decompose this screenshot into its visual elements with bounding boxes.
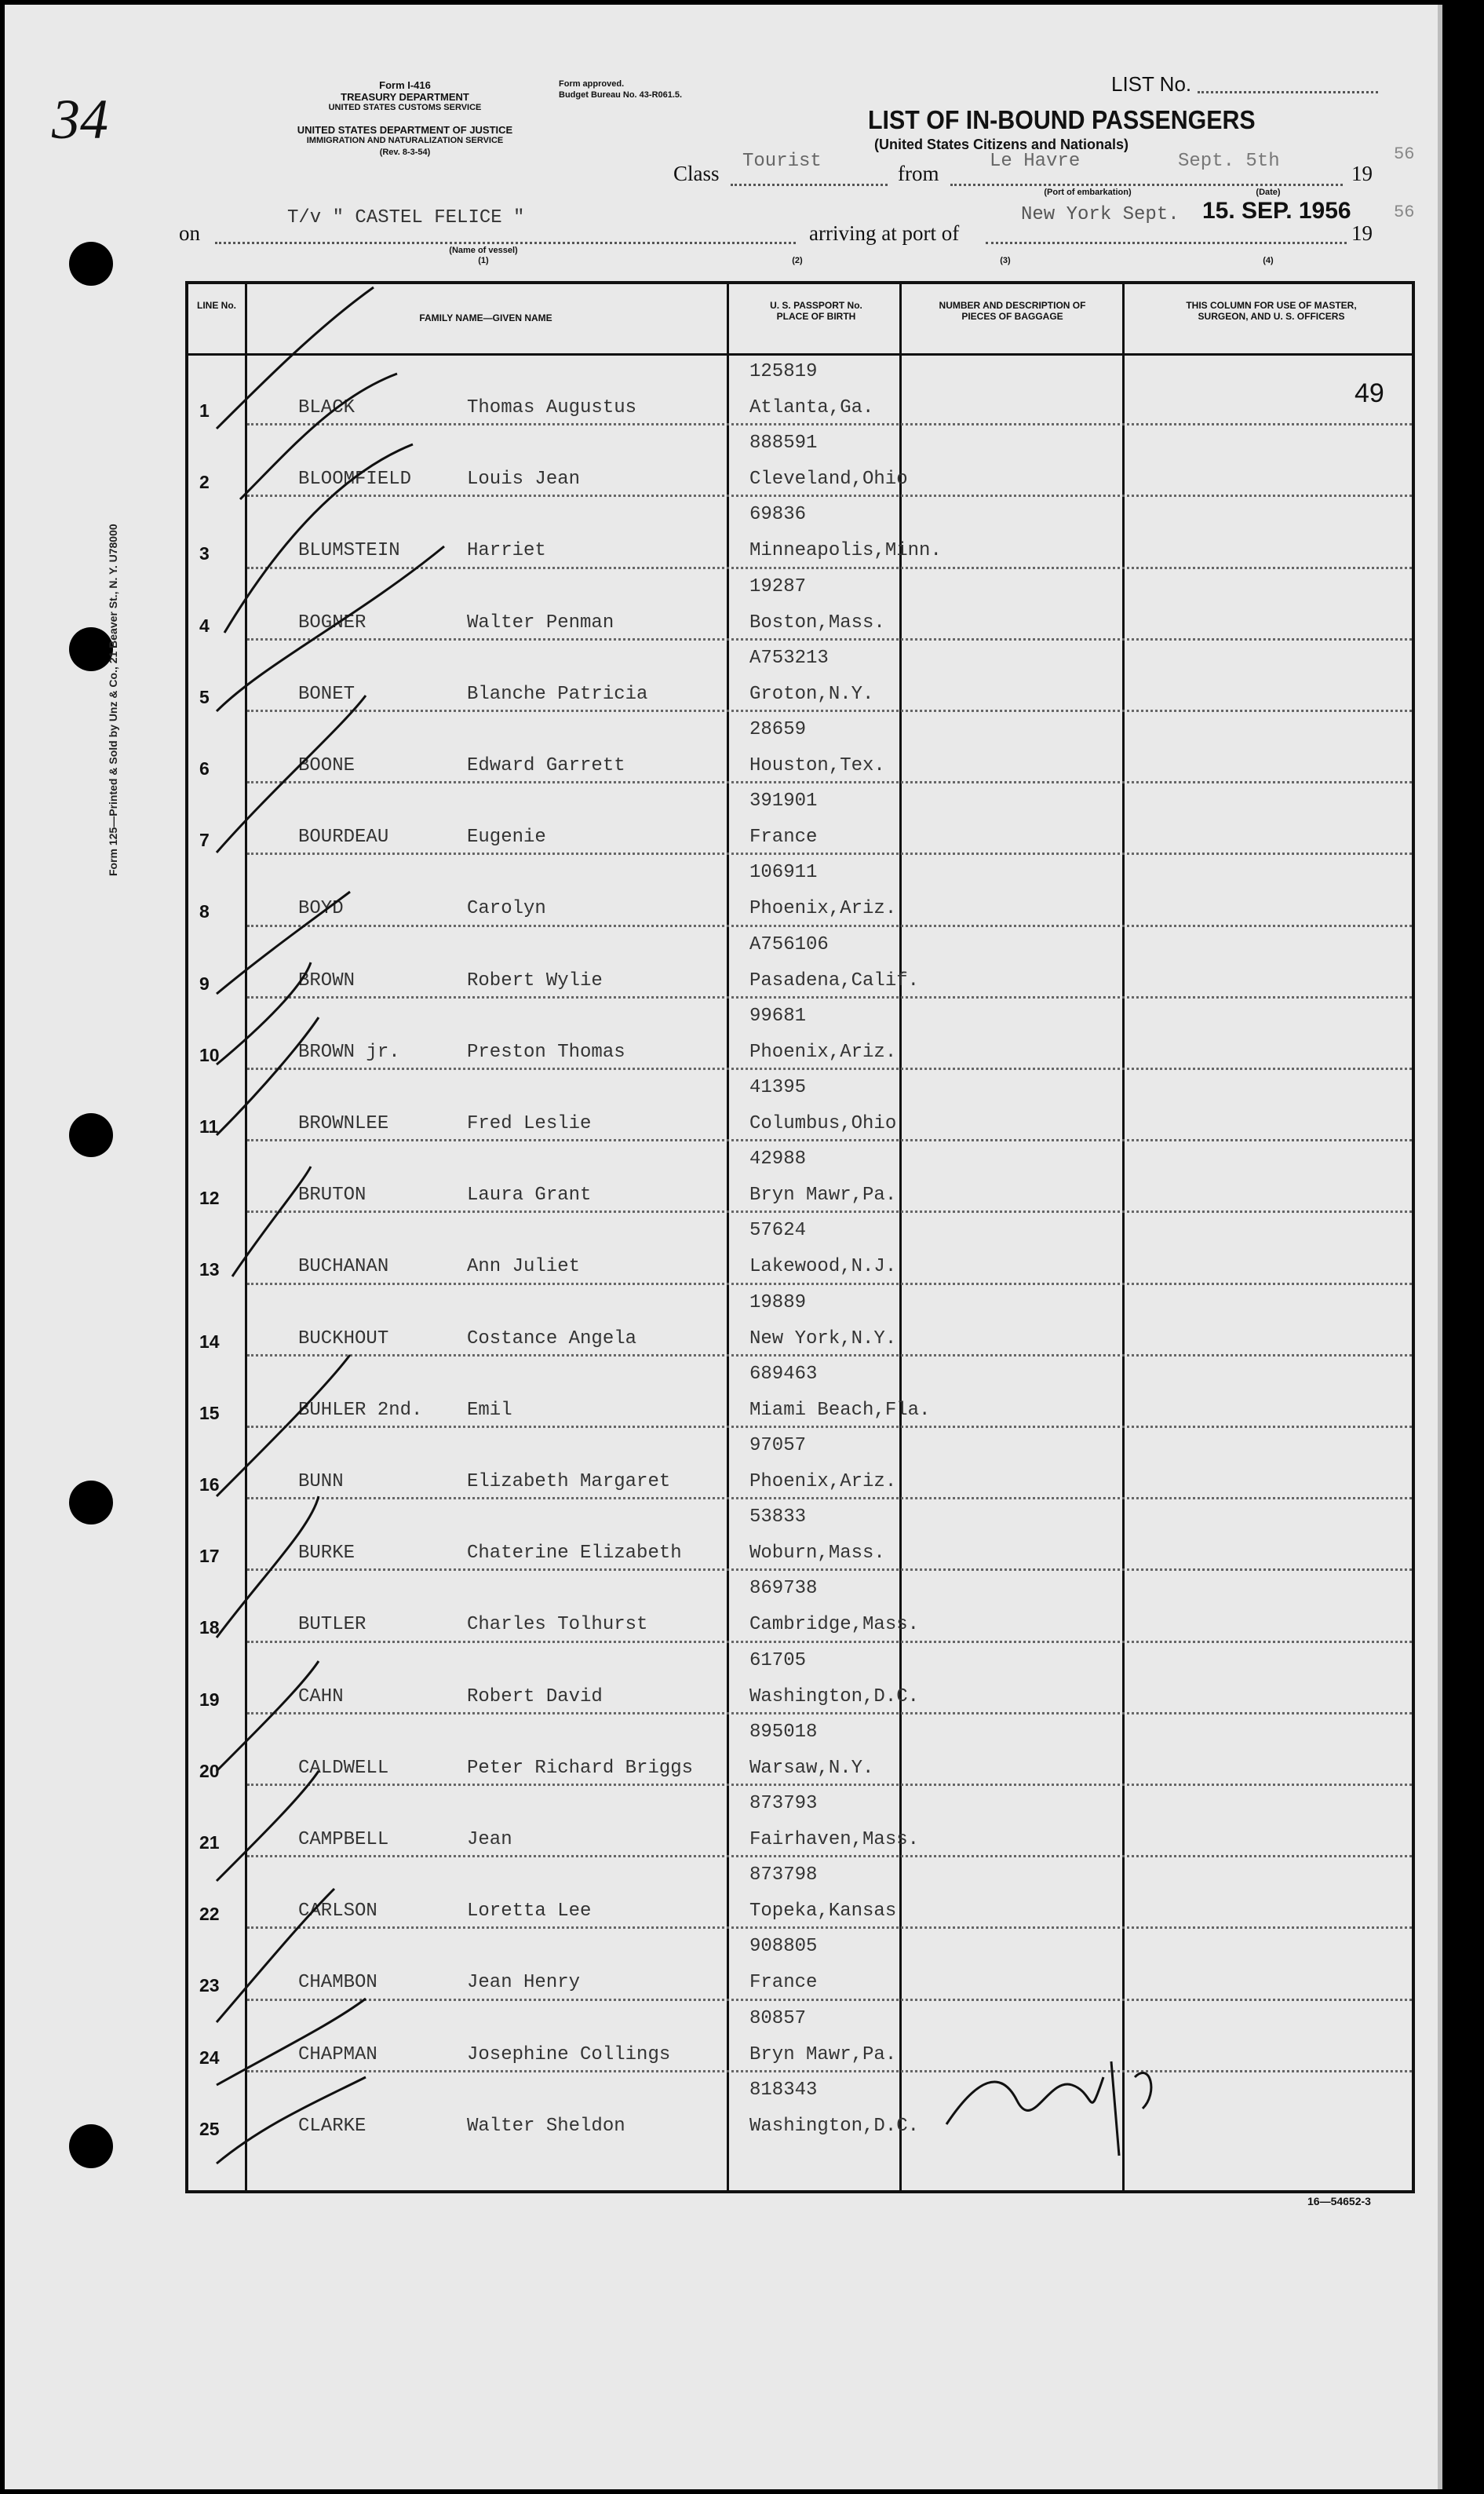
revision: (Rev. 8-3-54) — [379, 148, 431, 157]
place-of-birth: Phoenix,Ariz. — [749, 898, 897, 920]
given-name: Robert Wylie — [467, 969, 603, 991]
place-of-birth: Lakewood,N.J. — [749, 1256, 897, 1278]
class-value: Tourist — [742, 151, 822, 172]
line-number: 10 — [199, 1044, 220, 1065]
line-number: 7 — [199, 830, 210, 851]
given-name: Preston Thomas — [467, 1041, 625, 1063]
passport-number: 106911 — [749, 862, 818, 884]
passport-number: 69836 — [749, 504, 807, 526]
place-of-birth: Washington,D.C. — [749, 1685, 920, 1707]
place-of-birth: Columbus,Ohio — [749, 1113, 897, 1134]
passport-number: 61705 — [749, 1649, 807, 1671]
year2-label: 19 — [1351, 221, 1373, 245]
given-name: Laura Grant — [467, 1185, 592, 1207]
passport-number: 873798 — [749, 1864, 818, 1886]
line-number: 15 — [199, 1402, 220, 1423]
family-name: BRUTON — [298, 1185, 366, 1207]
form-approved: Form approved. — [559, 79, 625, 89]
place-of-birth: Topeka,Kansas — [749, 1901, 897, 1923]
family-name: CAMPBELL — [298, 1829, 389, 1850]
given-name: Walter Sheldon — [467, 2115, 625, 2137]
family-name: BROWN jr. — [298, 1041, 400, 1063]
passport-number: 41395 — [749, 1077, 807, 1098]
line-number: 14 — [199, 1331, 220, 1352]
check-marks — [5, 5, 1438, 2489]
port-caption: (Port of embarkation) — [1044, 188, 1132, 197]
passport-number: 869738 — [749, 1578, 818, 1600]
given-name: Blanche Patricia — [467, 683, 648, 705]
officer-count: 49 — [1355, 378, 1384, 408]
passport-number: 97057 — [749, 1435, 807, 1456]
place-of-birth: Washington,D.C. — [749, 2115, 920, 2137]
on-label: on — [179, 221, 200, 245]
family-name: BURKE — [298, 1543, 356, 1565]
caption-2: (2) — [792, 256, 803, 265]
place-of-birth: Houston,Tex. — [749, 755, 885, 776]
date-stamp: 15. SEP. 1956 — [1202, 198, 1351, 224]
given-name: Chaterine Elizabeth — [467, 1543, 682, 1565]
line-number: 13 — [199, 1259, 220, 1280]
line-number: 3 — [199, 543, 210, 564]
passport-number: A756106 — [749, 933, 829, 955]
family-name: BUHLER 2nd. — [298, 1399, 423, 1421]
given-name: Costance Angela — [467, 1327, 637, 1349]
passport-number: 888591 — [749, 433, 818, 455]
passport-number: 19889 — [749, 1291, 807, 1313]
given-name: Jean Henry — [467, 1972, 581, 1994]
place-of-birth: Cleveland,Ohio — [749, 469, 908, 491]
passport-number: 42988 — [749, 1148, 807, 1170]
year-value: 56 — [1394, 144, 1415, 164]
family-name: CHAPMAN — [298, 2043, 377, 2065]
from-value: Le Havre — [990, 151, 1081, 172]
line-number: 8 — [199, 901, 210, 922]
caption-1: (1) — [478, 256, 489, 265]
passport-number: 53833 — [749, 1506, 807, 1528]
passport-number: 57624 — [749, 1220, 807, 1242]
form-number: Form I-416 — [379, 79, 431, 91]
family-name: BOONE — [298, 755, 356, 776]
col-baggage: NUMBER AND DESCRIPTION OF PIECES OF BAGGAGE — [939, 300, 1086, 322]
line-number: 22 — [199, 1904, 220, 1925]
class-label: Class — [673, 162, 720, 185]
given-name: Carolyn — [467, 898, 546, 920]
passport-number: 125819 — [749, 361, 818, 382]
line-number: 4 — [199, 615, 210, 636]
passport-number: 818343 — [749, 2079, 818, 2101]
given-name: Emil — [467, 1399, 512, 1421]
passport-number: 908805 — [749, 1936, 818, 1958]
given-name: Fred Leslie — [467, 1113, 592, 1134]
given-name: Eugenie — [467, 827, 546, 849]
given-name: Edward Garrett — [467, 755, 625, 776]
passport-number: 80857 — [749, 2007, 807, 2029]
place-of-birth: Boston,Mass. — [749, 612, 885, 634]
year-label: 19 — [1351, 162, 1373, 185]
given-name: Charles Tolhurst — [467, 1614, 648, 1636]
budget-bureau: Budget Bureau No. 43-R061.5. — [559, 90, 683, 100]
caption-4: (4) — [1263, 256, 1274, 265]
family-name: BUCKHOUT — [298, 1327, 389, 1349]
footer-code: 16—54652-3 — [1307, 2195, 1371, 2207]
given-name: Loretta Lee — [467, 1901, 592, 1923]
from-label: from — [898, 162, 939, 185]
line-number: 20 — [199, 1760, 220, 1781]
line-number: 16 — [199, 1474, 220, 1495]
margin-annotation: 34 — [52, 88, 108, 151]
side-print: Form 125—Printed & Sold by Unz & Co., 21 Beaver St., N. Y. U78000 — [107, 524, 119, 876]
line-number: 21 — [199, 1832, 220, 1853]
arrival-port: New York Sept. — [1021, 204, 1180, 225]
given-name: Thomas Augustus — [467, 397, 637, 418]
vessel-name: T/v " CASTEL FELICE " — [287, 207, 525, 228]
caption-3: (3) — [1000, 256, 1011, 265]
passport-number: 19287 — [749, 575, 807, 597]
customs-service: UNITED STATES CUSTOMS SERVICE — [328, 103, 482, 112]
family-name: BLOOMFIELD — [298, 469, 412, 491]
justice-dept: UNITED STATES DEPARTMENT OF JUSTICE — [297, 124, 513, 136]
year2-value: 56 — [1394, 203, 1415, 222]
line-number: 23 — [199, 1975, 220, 1996]
place-of-birth: Fairhaven,Mass. — [749, 1829, 920, 1850]
passport-number: A753213 — [749, 647, 829, 669]
given-name: Walter Penman — [467, 612, 614, 634]
manifest-subtitle: (United States Citizens and Nationals) — [874, 137, 1129, 152]
place-of-birth: Phoenix,Ariz. — [749, 1041, 897, 1063]
family-name: BUNN — [298, 1471, 344, 1492]
line-number: 9 — [199, 973, 210, 994]
line-number: 19 — [199, 1689, 220, 1710]
place-of-birth: France — [749, 827, 818, 849]
family-name: BROWN — [298, 969, 356, 991]
line-number: 18 — [199, 1617, 220, 1638]
line-number: 2 — [199, 472, 210, 493]
line-number: 17 — [199, 1546, 220, 1567]
place-of-birth: Warsaw,N.Y. — [749, 1757, 874, 1779]
passport-number: 391901 — [749, 791, 818, 812]
passport-number: 873793 — [749, 1793, 818, 1814]
place-of-birth: Bryn Mawr,Pa. — [749, 2043, 897, 2065]
col-passport: U. S. PASSPORT No. PLACE OF BIRTH — [770, 300, 862, 322]
family-name: BROWNLEE — [298, 1113, 389, 1134]
ins-service: IMMIGRATION AND NATURALIZATION SERVICE — [306, 136, 504, 145]
passport-number: 28659 — [749, 719, 807, 740]
given-name: Josephine Collings — [467, 2043, 671, 2065]
given-name: Robert David — [467, 1685, 603, 1707]
line-number: 5 — [199, 686, 210, 707]
line-number: 11 — [199, 1116, 219, 1137]
family-name: BOYD — [298, 898, 344, 920]
family-name: BUTLER — [298, 1614, 366, 1636]
given-name: Jean — [467, 1829, 512, 1850]
manifest-page — [5, 5, 1442, 2489]
date-caption: (Date) — [1256, 188, 1281, 197]
family-name: CAHN — [298, 1685, 344, 1707]
family-name: BOURDEAU — [298, 827, 389, 849]
family-name: CLARKE — [298, 2115, 366, 2137]
passport-number: 895018 — [749, 1721, 818, 1743]
departure-date: Sept. 5th — [1178, 151, 1280, 172]
place-of-birth: New York,N.Y. — [749, 1327, 897, 1349]
family-name: CARLSON — [298, 1901, 377, 1923]
place-of-birth: Cambridge,Mass. — [749, 1614, 920, 1636]
place-of-birth: Miami Beach,Fla. — [749, 1399, 931, 1421]
col-officers: THIS COLUMN FOR USE OF MASTER, SURGEON, AND U. S. OFFICERS — [1186, 300, 1357, 322]
line-number: 1 — [199, 400, 210, 421]
treasury-dept: TREASURY DEPARTMENT — [341, 91, 469, 103]
family-name: BONET — [298, 683, 356, 705]
list-no-label: LIST No. — [1111, 72, 1192, 96]
family-name: BLUMSTEIN — [298, 540, 400, 562]
family-name: BOGNER — [298, 612, 366, 634]
place-of-birth: Atlanta,Ga. — [749, 397, 874, 418]
given-name: Elizabeth Margaret — [467, 1471, 671, 1492]
manifest-title: LIST OF IN-BOUND PASSENGERS — [868, 105, 1256, 134]
line-number: 6 — [199, 758, 210, 779]
col-line-no: LINE No. — [197, 300, 236, 311]
line-number: 12 — [199, 1188, 220, 1209]
vessel-caption: (Name of vessel) — [449, 246, 518, 255]
col-name: FAMILY NAME—GIVEN NAME — [419, 312, 552, 323]
given-name: Ann Juliet — [467, 1256, 581, 1278]
family-name: CHAMBON — [298, 1972, 377, 1994]
passport-number: 99681 — [749, 1005, 807, 1027]
family-name: BLACK — [298, 397, 356, 418]
given-name: Louis Jean — [467, 469, 581, 491]
place-of-birth: Groton,N.Y. — [749, 683, 874, 705]
family-name: CALDWELL — [298, 1757, 389, 1779]
line-number: 24 — [199, 2047, 220, 2068]
place-of-birth: Woburn,Mass. — [749, 1543, 885, 1565]
place-of-birth: Pasadena,Calif. — [749, 969, 920, 991]
line-number: 25 — [199, 2118, 220, 2139]
place-of-birth: Minneapolis,Minn. — [749, 540, 942, 562]
arriving-label: arriving at port of — [809, 221, 960, 245]
passport-number: 689463 — [749, 1363, 818, 1385]
place-of-birth: Bryn Mawr,Pa. — [749, 1185, 897, 1207]
place-of-birth: France — [749, 1972, 818, 1994]
family-name: BUCHANAN — [298, 1256, 389, 1278]
given-name: Harriet — [467, 540, 546, 562]
given-name: Peter Richard Briggs — [467, 1757, 694, 1779]
place-of-birth: Phoenix,Ariz. — [749, 1471, 897, 1492]
